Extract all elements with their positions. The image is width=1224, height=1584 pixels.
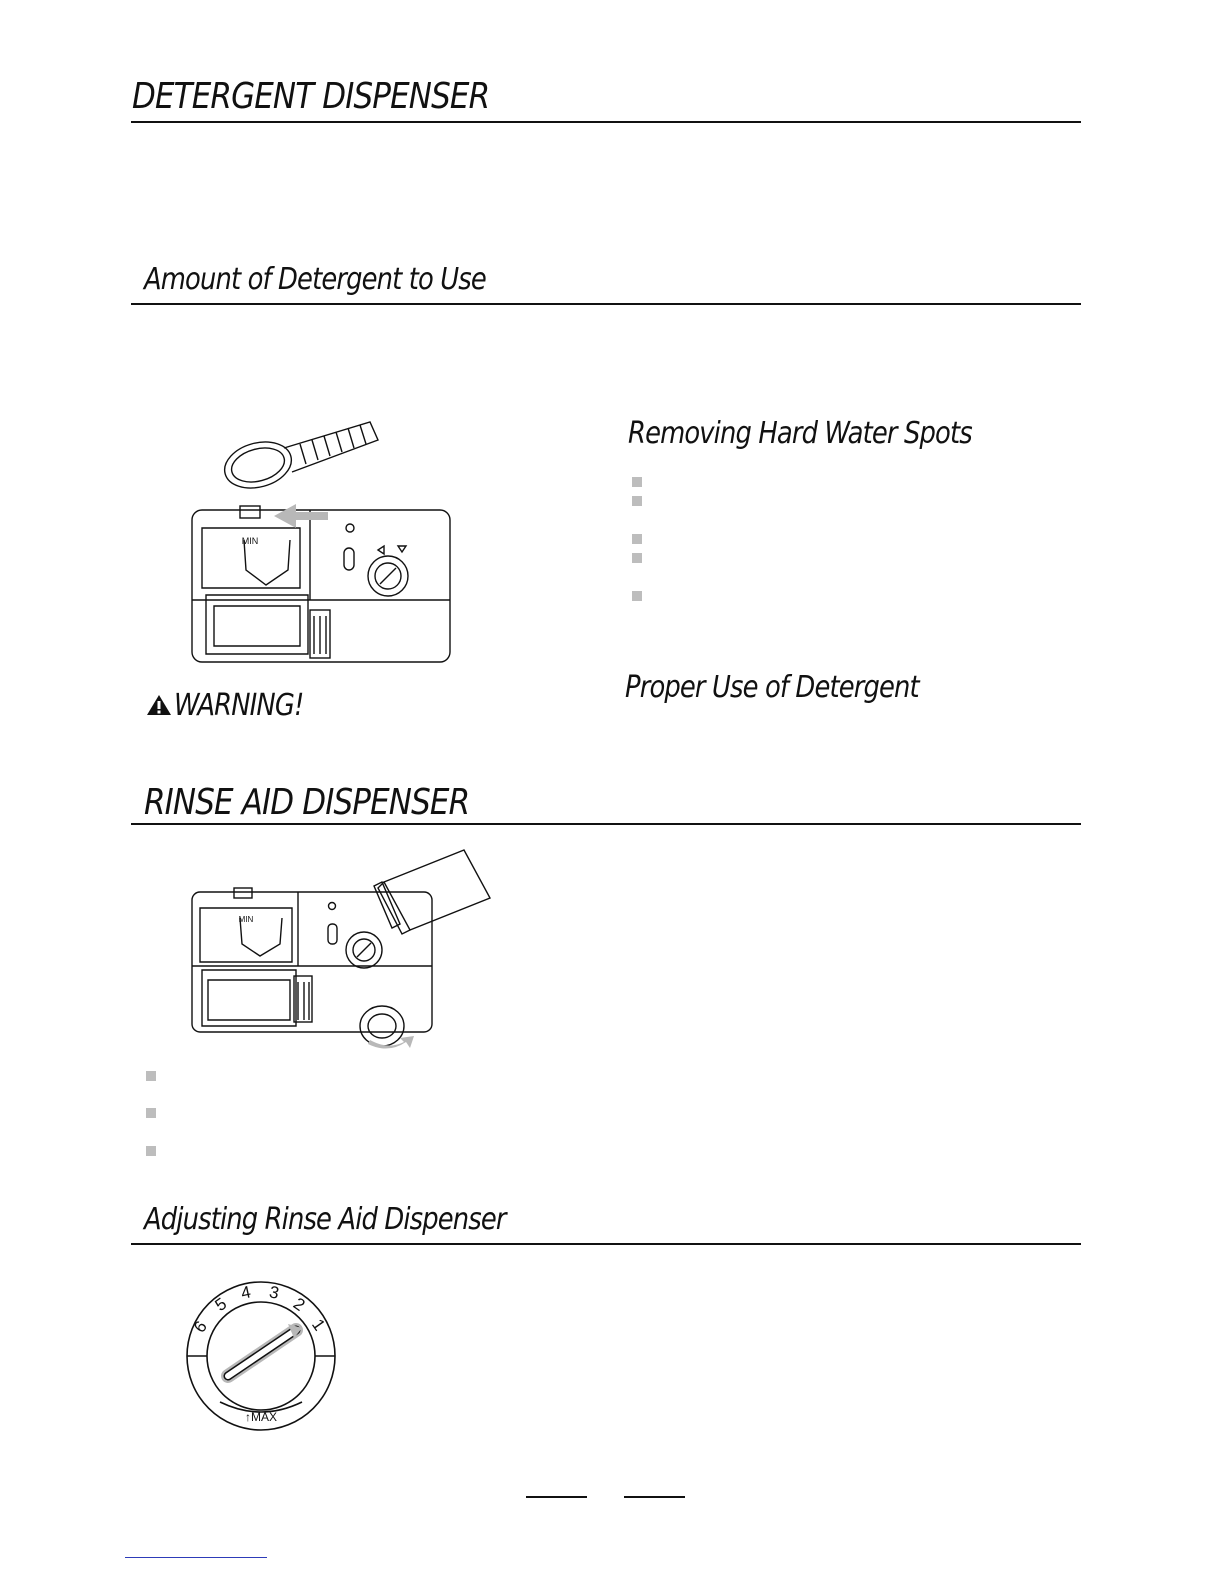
subsection-title-amount-of-detergent: Amount of Detergent to Use — [144, 262, 486, 297]
bullet-marker — [632, 477, 642, 487]
rotate-arrow-icon — [368, 1036, 414, 1049]
subsection-title-removing-hard-water-spots: Removing Hard Water Spots — [628, 416, 972, 451]
footer-link-underline — [125, 1557, 267, 1558]
warning-heading: WARNING! — [174, 688, 304, 723]
dial-number-5: 5 — [211, 1293, 231, 1315]
subsection-title-proper-use-of-detergent: Proper Use of Detergent — [625, 670, 919, 705]
min-label: MIN — [241, 536, 259, 546]
section-title-rinse-aid-dispenser: RINSE AID DISPENSER — [144, 782, 470, 823]
dial-number-4: 4 — [239, 1282, 253, 1303]
dial-number-3: 3 — [267, 1282, 281, 1303]
subsection-title-adjusting-rinse-aid: Adjusting Rinse Aid Dispenser — [144, 1202, 506, 1237]
subsection-divider — [131, 303, 1081, 305]
bullet-marker — [632, 534, 642, 544]
dial-number-2: 2 — [289, 1293, 309, 1315]
dial-max-label: ↑MAX — [244, 1410, 278, 1424]
footer-rule-right — [624, 1496, 685, 1498]
section-title-detergent-dispenser: DETERGENT DISPENSER — [132, 76, 490, 117]
min-label: MIN — [238, 915, 254, 924]
dial-number-1: 1 — [308, 1315, 330, 1335]
bullet-marker — [146, 1071, 156, 1081]
bullet-marker — [146, 1108, 156, 1118]
section-divider — [131, 823, 1081, 825]
subsection-divider — [131, 1243, 1081, 1245]
bullet-marker — [632, 591, 642, 601]
section-divider — [131, 121, 1081, 123]
bullet-marker — [632, 553, 642, 563]
detergent-dispenser-figure — [188, 410, 458, 670]
arrow-left-icon — [274, 504, 328, 528]
bullet-marker — [632, 496, 642, 506]
rinse-aid-dial-figure — [180, 1276, 342, 1432]
rinse-aid-dispenser-figure — [188, 842, 498, 1056]
dial-number-6: 6 — [189, 1317, 211, 1337]
bullet-marker — [146, 1146, 156, 1156]
warning-icon — [146, 694, 172, 716]
footer-rule-left — [526, 1496, 587, 1498]
